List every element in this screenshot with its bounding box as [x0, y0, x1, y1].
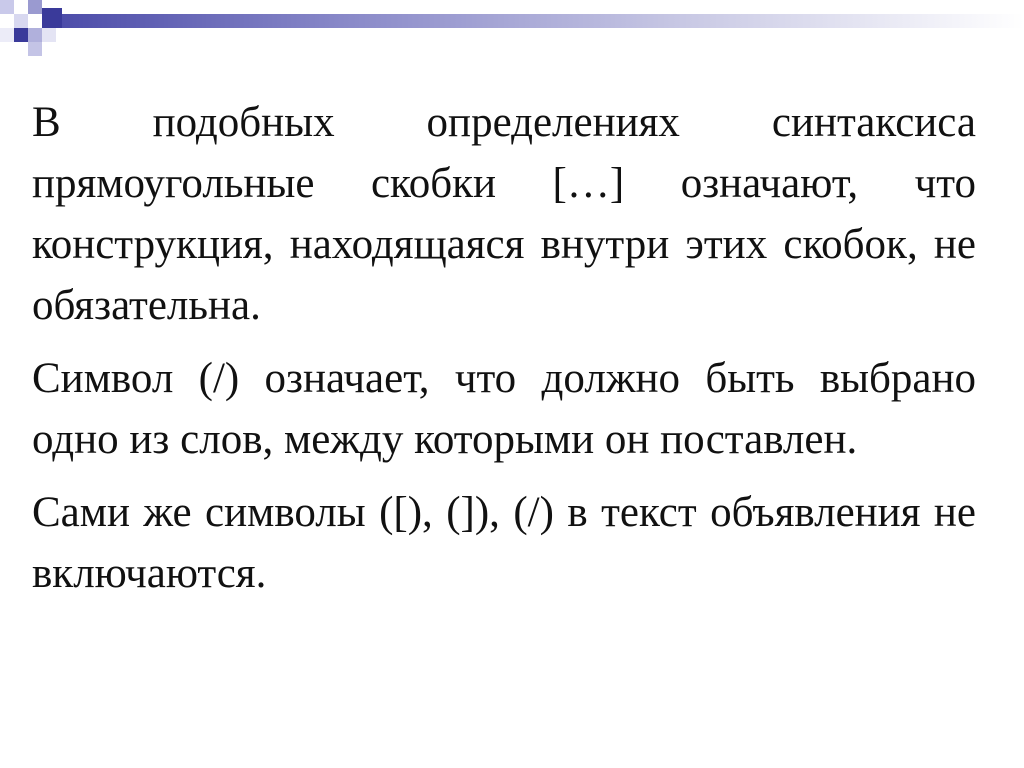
header-decoration — [0, 0, 1024, 60]
slide-body — [32, 92, 976, 616]
paragraph-slash-symbol: Символ (/) означает, что должно быть выбрано одно из слов, между которыми он поставлен. — [32, 355, 976, 463]
decor-square — [0, 0, 14, 14]
header-gradient-bar — [48, 14, 1024, 28]
decor-square — [42, 28, 56, 42]
decor-square — [28, 0, 42, 14]
decor-square — [14, 14, 28, 28]
paragraph-symbols-excluded: Сами же символы ([), (]), (/) в текст объявления не включаются. — [32, 489, 976, 597]
decor-square — [0, 28, 14, 42]
decor-square — [28, 42, 42, 56]
paragraph-optional-brackets: В подобных определениях синтаксиса прямоугольные скобки […] означают, что конструкция, находящаяся внутри этих скобок, не обязательна. — [32, 99, 976, 329]
decor-square — [14, 28, 28, 42]
decor-square — [28, 28, 42, 42]
decor-square — [42, 8, 62, 28]
